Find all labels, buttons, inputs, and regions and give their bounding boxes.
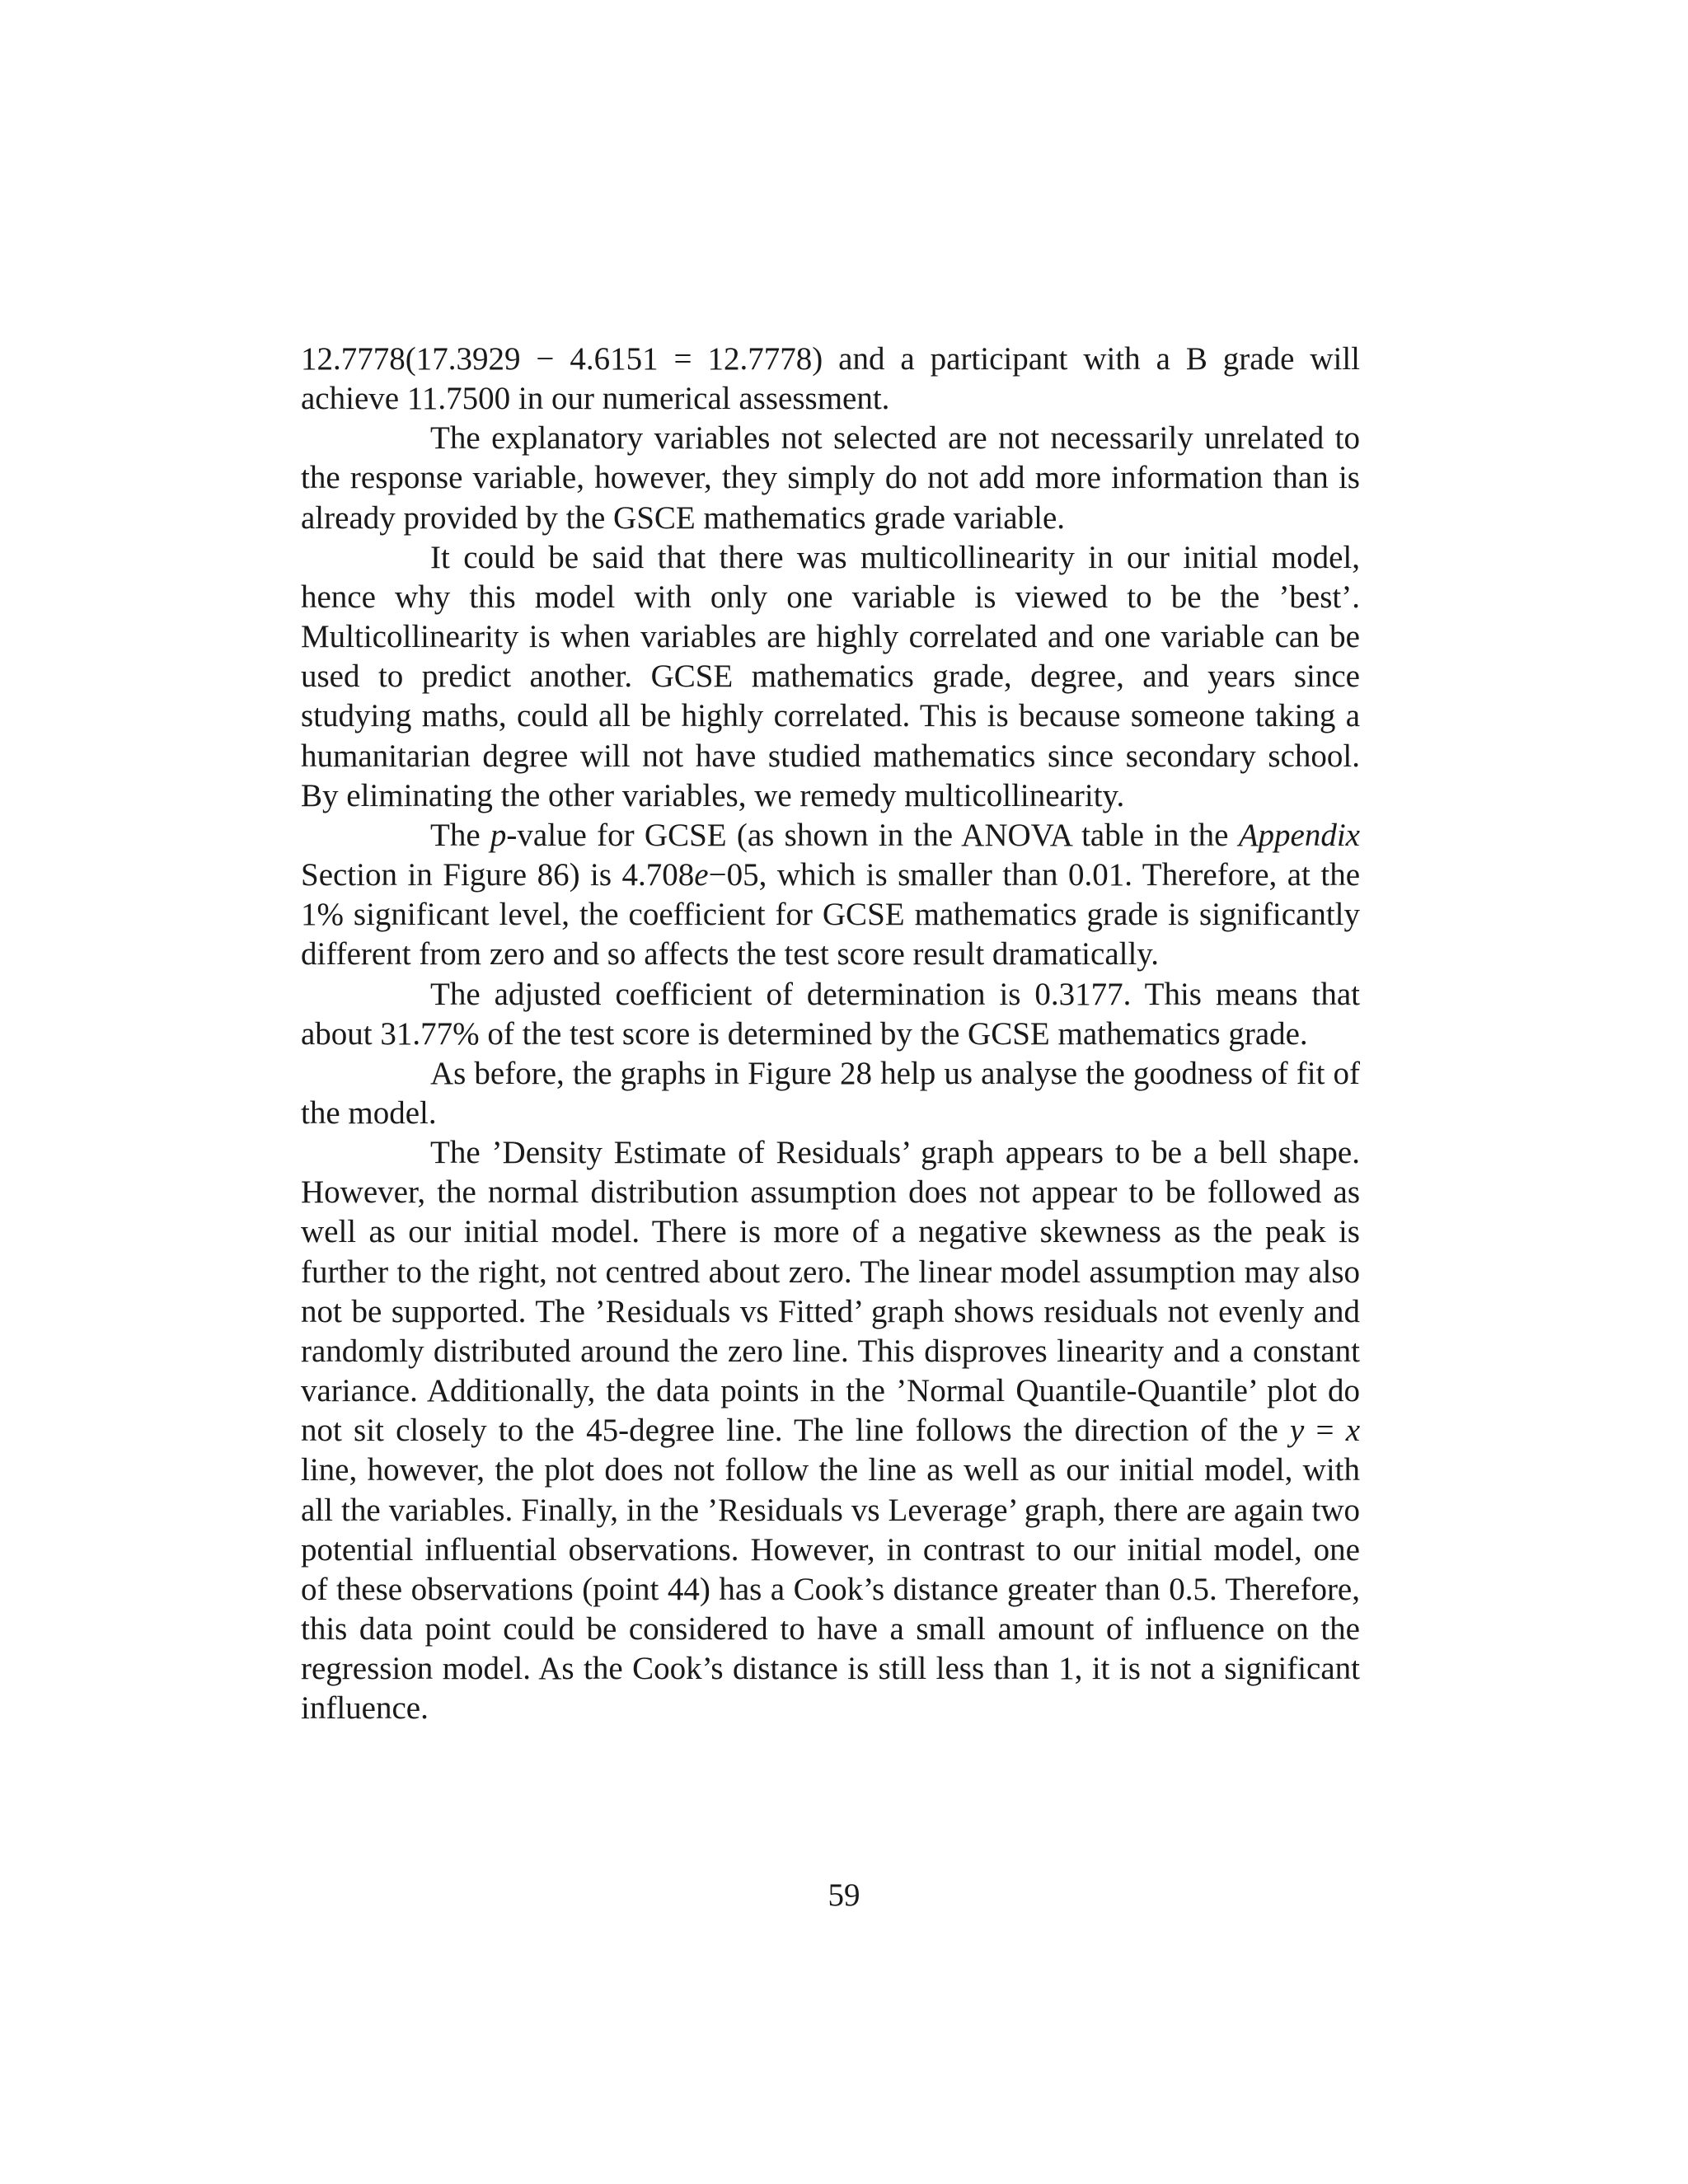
paragraph-multicollinearity	[301, 538, 1360, 816]
appendix-reference: Appendix	[1238, 817, 1360, 853]
paragraph-grade-b-estimate	[301, 340, 1360, 419]
paragraph-adjusted-r-squared	[301, 975, 1360, 1054]
math-symbol-x: x	[1345, 1413, 1361, 1449]
body-text	[301, 340, 1360, 1728]
text-segment: =	[1304, 1413, 1346, 1449]
paragraph-unselected-variables	[301, 419, 1360, 537]
text-segment: -value for GCSE (as shown in the ANOVA table in the	[506, 817, 1239, 853]
text-segment: −05, which is smaller than 0.01. Therefore, at the 1% significant level, the coefficient for GCSE mathematics grade is significantly different from zero and so affects the test score result dramatically.	[301, 857, 1361, 972]
text-segment: The explanatory variables not selected are not necessarily unrelated to the response variable, however, they simply do not add more information than is already provided by the GSCE mathematics grade variable.	[301, 420, 1360, 536]
page-number: 59	[828, 1877, 860, 1913]
paragraph-p-value	[301, 816, 1360, 975]
text-segment: The adjusted coefficient of determination is 0.3177. This means that about 31.77% of the test score is determined by the GCSE mathematics grade.	[301, 976, 1360, 1052]
text-segment: Section in Figure 86) is 4.708	[301, 857, 695, 893]
text-segment: It could be said that there was multicollinearity in our initial model, hence why this model with only one variable is viewed to be the ’best’. Multicollinearity is when variables are highly correlated and one variable can be used to predict another. GCSE mathematics grade, degree, and years since studying maths, could all be highly correlated. This is because someone taking a humanitarian degree will not have studied mathematics since secondary school. By eliminating the other variables, we remedy multicollinearity.	[301, 539, 1360, 813]
paragraph-goodness-of-fit	[301, 1054, 1360, 1133]
text-segment: The	[430, 817, 490, 853]
math-symbol-y: y	[1289, 1413, 1305, 1449]
math-symbol-e: e	[694, 857, 709, 893]
math-symbol-p: p	[490, 817, 507, 853]
text-segment: 12.7778(17.3929 − 4.6151 = 12.7778) and a participant with a B grade will achieve 11.7500 in our numerical assessment.	[301, 341, 1360, 417]
paragraph-residual-diagnostics	[301, 1133, 1360, 1728]
text-segment: line, however, the plot does not follow the line as well as our initial model, with all the variables. Finally, in the ’Residuals vs Leverage’ graph, there are again two potential influential observations. However, in contrast to our initial model, one of these observations (point 44) has a Cook’s distance greater than 0.5. Therefore, this data point could be considered to have a small amount of influence on the regression model. As the Cook’s distance is still less than 1, it is not a significant influence.	[301, 1452, 1360, 1727]
text-segment: The ’Density Estimate of Residuals’ graph appears to be a bell shape. However, the normal distribution assumption does not appear to be followed as well as our initial model. There is more of a negative skewness as the peak is further to the right, not centred about zero. The linear model assumption may also not be supported. The ’Residuals vs Fitted’ graph shows residuals not evenly and randomly distributed around the zero line. This disproves linearity and a constant variance. Additionally, the data points in the ’Normal Quantile-Quantile’ plot do not sit closely to the 45-degree line. The line follows the direction of the	[301, 1135, 1360, 1449]
text-segment: As before, the graphs in Figure 28 help us analyse the goodness of fit of the model.	[301, 1055, 1360, 1131]
